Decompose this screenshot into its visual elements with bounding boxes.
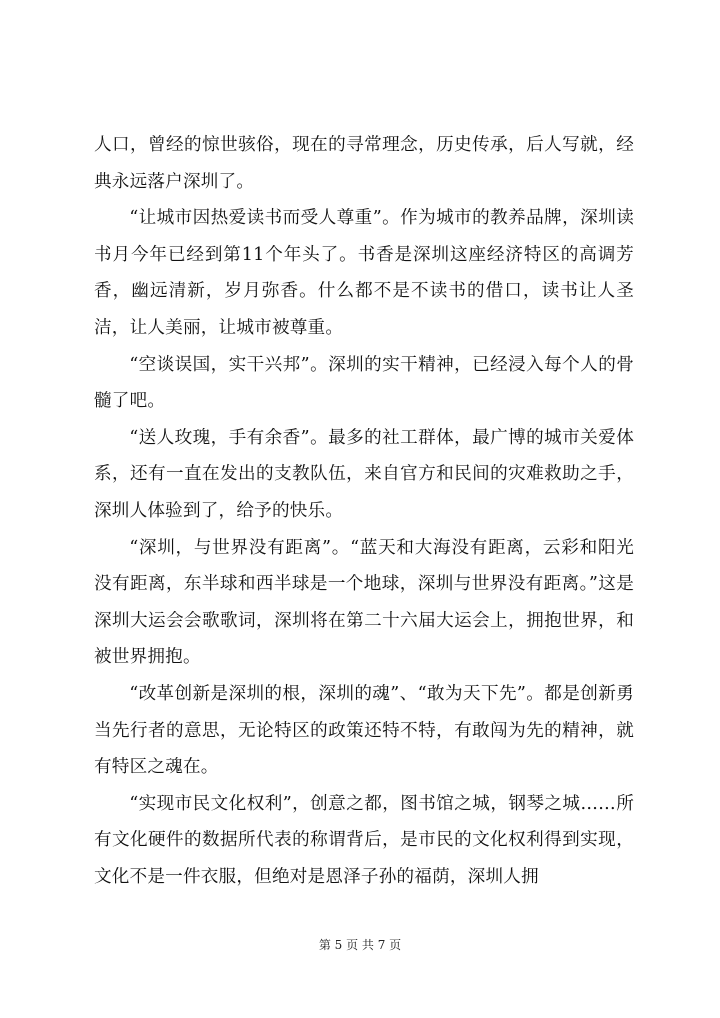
paragraph-3: “空谈误国，实干兴邦”。深圳的实干精神，已经浸入每个人的骨髓了吧。 bbox=[94, 354, 634, 412]
paragraph-2: “让城市因热爱读书而受人尊重”。作为城市的教养品牌，深圳读书月今年已经到第11个年头了。书香是深圳这座经济特区的高调芳香，幽远清新，岁月弥香。什么都不是不读书的借口，读书让人圣洁，让人美丽，让城市被尊重。 bbox=[94, 208, 634, 338]
paragraph-6: “改革创新是深圳的根，深圳的魂”、“敢为天下先”。都是创新勇当先行者的意思，无论特区的政策还特不特，有敢闯为先的精神，就有特区之魂在。 bbox=[94, 683, 634, 778]
paragraph-7: “实现市民文化权利”，创意之都，图书馆之城，钢琴之城……所有文化硬件的数据所代表的称谓背后，是市民的文化权利得到实现，文化不是一件衣服，但绝对是恩泽子孙的福荫，深圳人拥 bbox=[94, 793, 634, 887]
paragraph-1: 人口，曾经的惊世骇俗，现在的寻常理念，历史传承，后人写就，经典永远落户深圳了。 bbox=[94, 135, 634, 192]
document-body bbox=[94, 127, 634, 895]
paragraph-4: “送人玫瑰，手有余香”。最多的社工群体，最广博的城市关爱体系，还有一直在发出的支教队伍，来自官方和民间的灾难救助之手，深圳人体验到了，给予的快乐。 bbox=[94, 427, 634, 521]
page-number-footer: 第 5 页 共 7 页 bbox=[318, 938, 402, 952]
paragraph-5: “深圳，与世界没有距离”。“蓝天和大海没有距离，云彩和阳光没有距离，东半球和西半球是一个地球，深圳与世界没有距离。”这是深圳大运会会歌歌词，深圳将在第二十六届大运会上，拥抱世界，和被世界拥抱。 bbox=[94, 537, 634, 668]
